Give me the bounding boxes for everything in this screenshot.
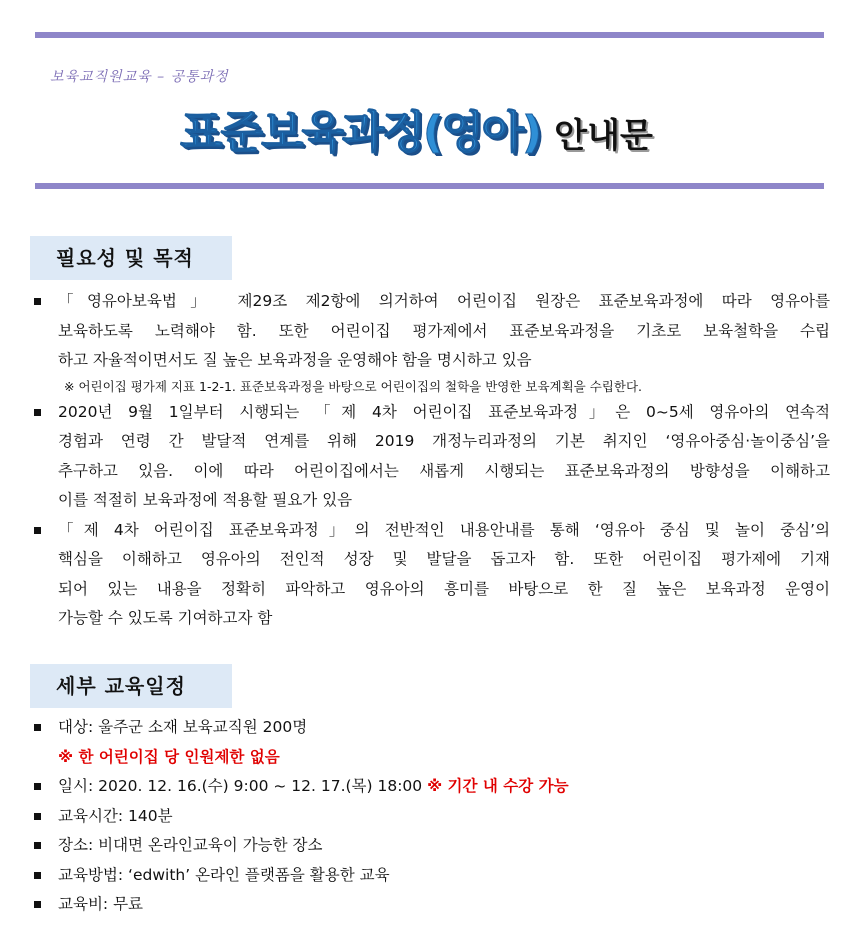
top-divider — [35, 32, 824, 38]
method-text: 교육방법: ‘edwith’ 온라인 플랫폼을 활용한 교육 — [58, 865, 390, 884]
place-text: 장소: 비대면 온라인교육이 가능한 장소 — [58, 836, 323, 854]
text-line: 「영유아보육법」 제29조 제2항에 의거하여 어린이집 원장은 표준보육과정에 따라 영유아를 — [58, 292, 830, 310]
text-line: 보육하도록 노력해야 함. 또한 어린이집 평가제에서 표준보육과정을 기초로 보육철학을 수립 — [58, 321, 830, 340]
list-item-hours — [30, 802, 830, 832]
bullet-square-icon — [34, 298, 41, 305]
title-main: 표준보육과정(영아) — [180, 107, 541, 158]
evaluation-note: ※ 어린이집 평가제 지표 1-2-1. 표준보육과정을 바탕으로 어린이집의 철학을 반영한 보육계획을 수립한다. — [64, 378, 643, 394]
list-item — [30, 516, 830, 634]
page-title — [180, 96, 653, 160]
text-line: 되어 있는 내용을 정확히 파악하고 영유아의 흥미를 바탕으로 한 질 높은 보육과정 운영이 — [58, 579, 830, 598]
text-line: 「제 4차 어린이집 표준보육과정」의 전반적인 내용안내를 통해 ‘영유아 중심 및 놀이 중심’의 — [58, 520, 830, 539]
list-item — [30, 398, 830, 516]
text-line: 가능할 수 있도록 기여하고자 함 — [58, 609, 273, 627]
text-line: 2020년 9월 1일부터 시행되는 「제 4차 어린이집 표준보육과정」은 0~5세 영유아의 연속적 — [58, 402, 830, 421]
bullet-square-icon — [34, 527, 41, 534]
list-item-method — [30, 861, 830, 891]
list-item-fee — [30, 890, 830, 920]
list-item-target — [30, 713, 830, 772]
bullet-square-icon — [34, 409, 41, 416]
list-item-date — [30, 772, 830, 802]
list-item — [30, 287, 830, 398]
date-text: 일시: 2020. 12. 16.(수) 9:00 ~ 12. 17.(목) 18:00 — [58, 777, 423, 795]
target-text: 대상: 울주군 소재 보육교직원 200명 — [58, 718, 308, 736]
header-subtitle: 보육교직원교육 – 공통과정 — [50, 69, 229, 85]
bullet-square-icon — [34, 872, 41, 879]
text-line: 하고 자율적이면서도 질 높은 보육과정을 운영해야 함을 명시하고 있음 — [58, 351, 532, 369]
text-line: 이를 적절히 보육과정에 적용할 필요가 있음 — [58, 491, 353, 509]
target-note: ※ 한 어린이집 당 인원제한 없음 — [58, 747, 280, 766]
text-line: 핵심을 이해하고 영유아의 전인적 성장 및 발달을 돕고자 함. 또한 어린이집 평가제에 기재 — [58, 550, 830, 568]
bullet-square-icon — [34, 842, 41, 849]
section-heading-purpose: 필요성 및 목적 — [30, 236, 232, 280]
section-heading-schedule: 세부 교육일정 — [30, 664, 232, 708]
text-line: 경험과 연령 간 발달적 연계를 위해 2019 개정누리과정의 기본 취지인 ‘영유아중심·놀이중심’을 — [58, 432, 830, 450]
title-suffix: 안내문 — [554, 116, 653, 156]
purpose-bullet-list — [30, 287, 830, 634]
hours-text: 교육시간: 140분 — [58, 806, 173, 825]
list-item-place — [30, 831, 830, 861]
bullet-square-icon — [34, 813, 41, 820]
bullet-square-icon — [34, 724, 41, 731]
date-note: ※ 기간 내 수강 가능 — [427, 777, 569, 795]
text-line: 추구하고 있음. 이에 따라 어린이집에서는 새롭게 시행되는 표준보육과정의 방향성을 이해하고 — [58, 461, 830, 480]
bottom-divider — [35, 183, 824, 189]
bullet-square-icon — [34, 901, 41, 908]
bullet-square-icon — [34, 783, 41, 790]
fee-text: 교육비: 무료 — [58, 895, 144, 913]
schedule-bullet-list — [30, 713, 830, 920]
